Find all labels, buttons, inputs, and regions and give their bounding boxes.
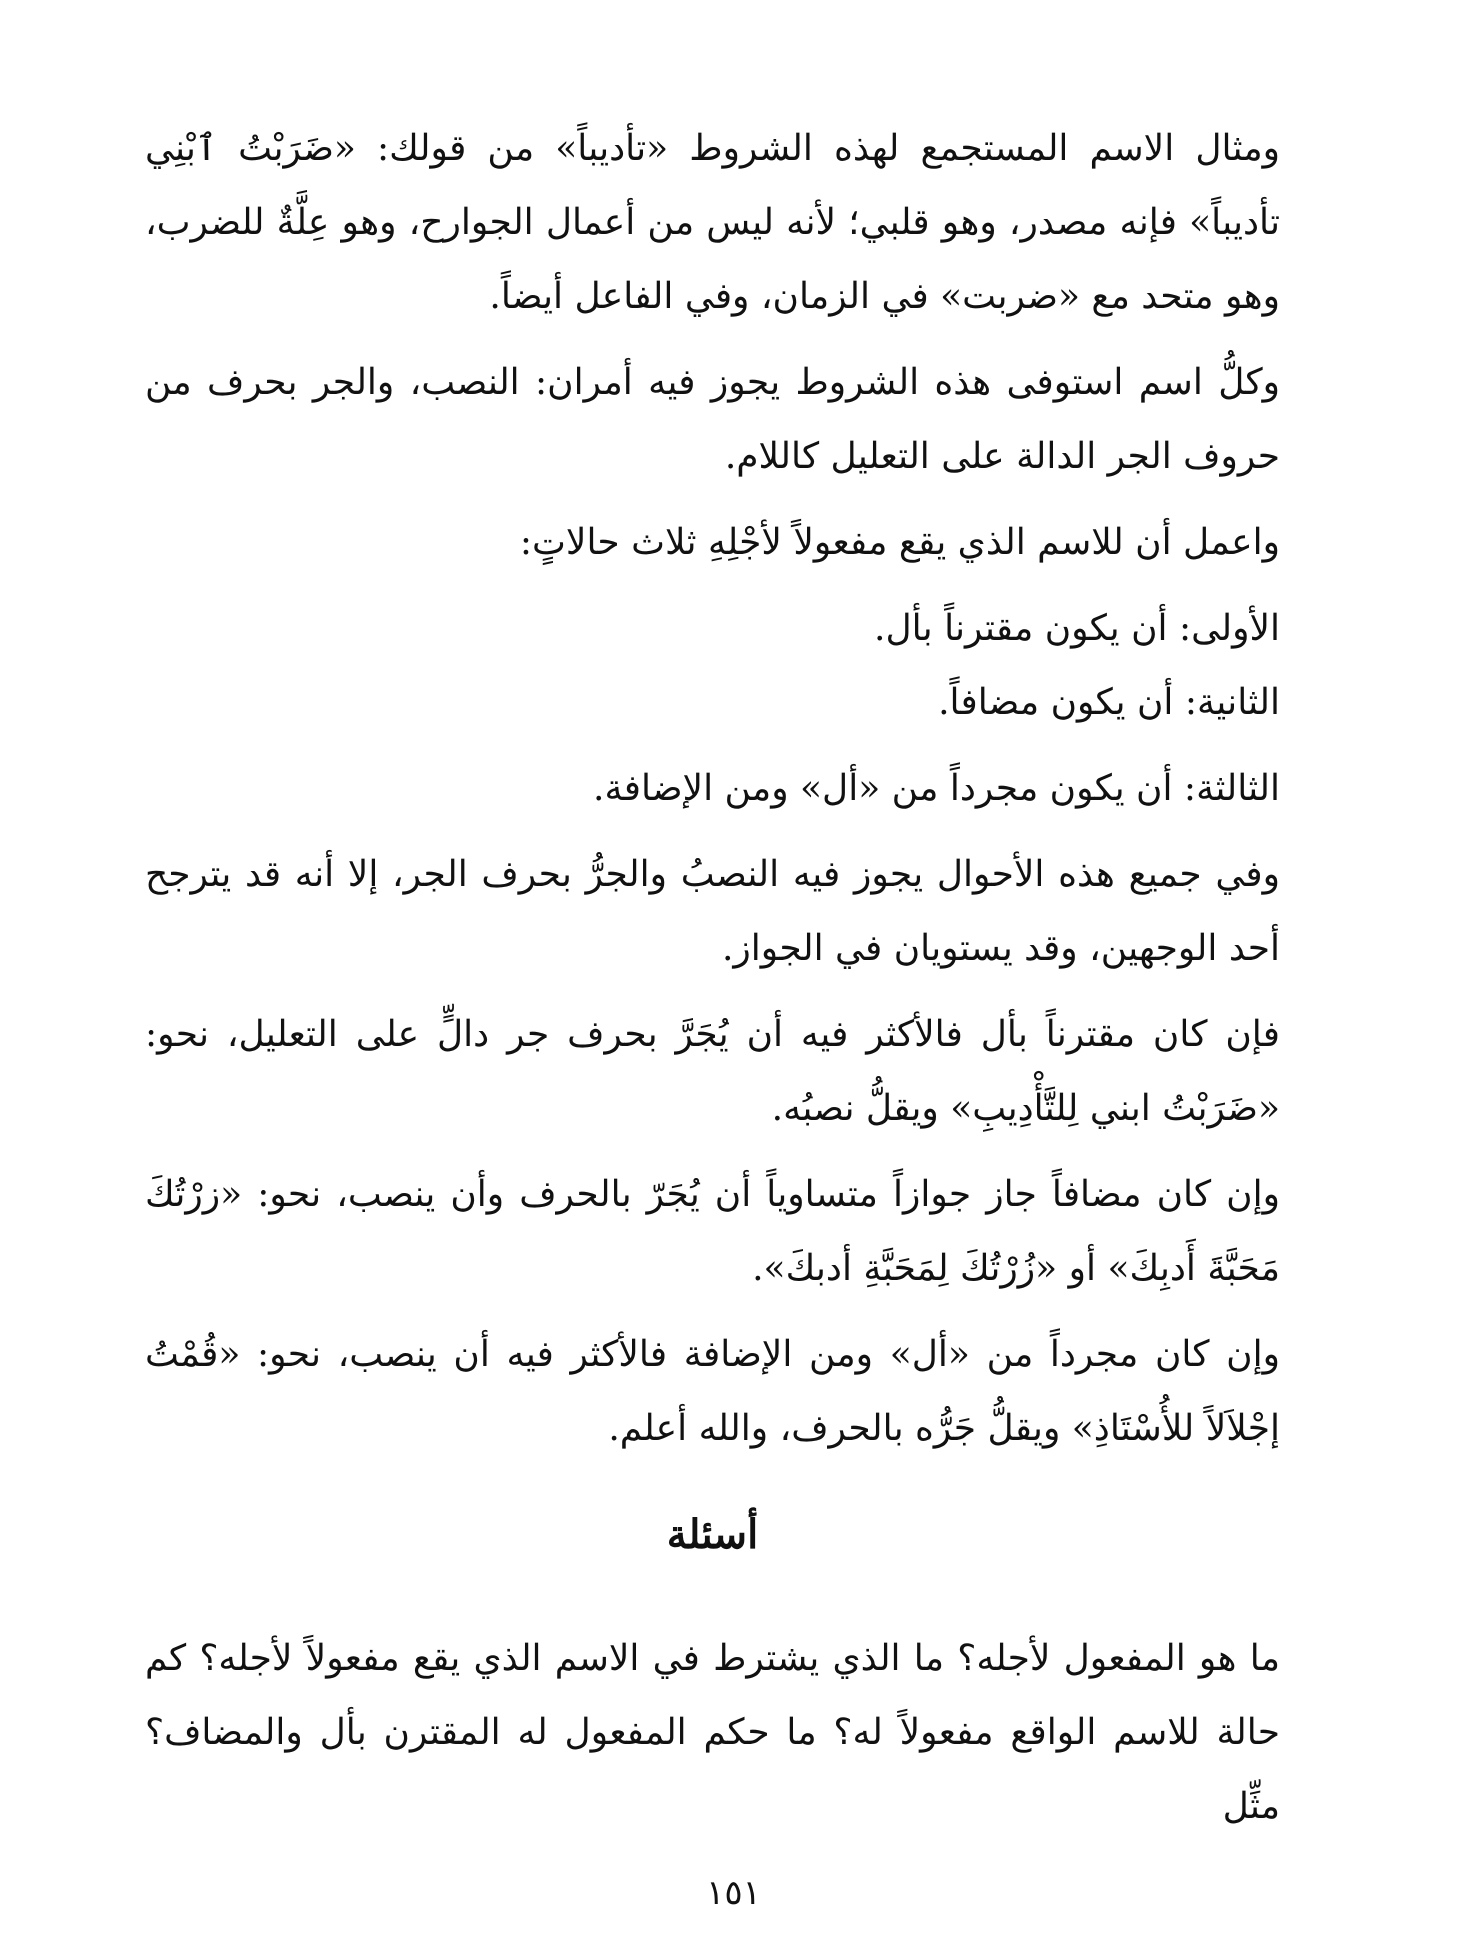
questions-block xyxy=(145,1622,1280,1844)
paragraph-with-al: فإن كان مقترناً بأل فالأكثر فيه أن يُجَرَّ بحرف جر دالٍّ على التعليل، نحو: «ضَرَبْتُ ابني لِلتَّأْدِيبِ» ويقلُّ نصبُه. xyxy=(145,1014,1280,1129)
list-item-first: الأولى: أن يكون مقترناً بأل. xyxy=(874,608,1280,649)
list-item-third: الثالثة: أن يكون مجرداً من «أل» ومن الإضافة. xyxy=(593,768,1280,809)
list-item-second: الثانية: أن يكون مضافاً. xyxy=(938,682,1280,723)
paragraph-states-intro: واعمل أن للاسم الذي يقع مفعولاً لأجْلِهِ ثلاث حالاتٍ: xyxy=(519,522,1280,563)
paragraph-example: ومثال الاسم المستجمع لهذه الشروط «تأديباً» من قولك: «ضَرَبْتُ ٱبْنِي تأديباً» فإنه مصدر، وهو قلبي؛ لأنه ليس من أعمال الجوارح، وهو عِلَّةٌ للضرب، وهو متحد مع «ضربت» في الزمان، وفي الفاعل أيضاً. xyxy=(145,128,1280,317)
paragraph-bare: وإن كان مجرداً من «أل» ومن الإضافة فالأكثر فيه أن ينصب، نحو: «قُمْتُ إجْلاَلاً للأُسْتَاذِ» ويقلُّ جَرُّه بالحرف، والله أعلم. xyxy=(145,1334,1280,1449)
paragraph-all-states: وفي جميع هذه الأحوال يجوز فيه النصبُ والجرُّ بحرف الجر، إلا أنه قد يترجح أحد الوجهين، وقد يستويان في الجواز. xyxy=(145,854,1280,969)
page-number: ١٥١ xyxy=(706,1873,761,1913)
questions-text: ما هو المفعول لأجله؟ ما الذي يشترط في الاسم الذي يقع مفعولاً لأجله؟ كم حالة للاسم الواقع مفعولاً له؟ ما حكم المفعول له المقترن بأل والمضاف؟ مثِّل xyxy=(145,1638,1280,1827)
paragraph-rule: وكلُّ اسم استوفى هذه الشروط يجوز فيه أمران: النصب، والجر بحرف من حروف الجر الدالة على التعليل كاللام. xyxy=(145,362,1280,477)
paragraph-mudaf: وإن كان مضافاً جاز جوازاً متساوياً أن يُجَرّ بالحرف وأن ينصب، نحو: «زرْتُكَ مَحَبَّةَ أَدبِكَ» أو «زُرْتُكَ لِمَحَبَّةِ أدبكَ». xyxy=(145,1174,1280,1289)
body-text xyxy=(145,112,1280,1466)
section-heading: أسئلة xyxy=(666,1511,759,1558)
